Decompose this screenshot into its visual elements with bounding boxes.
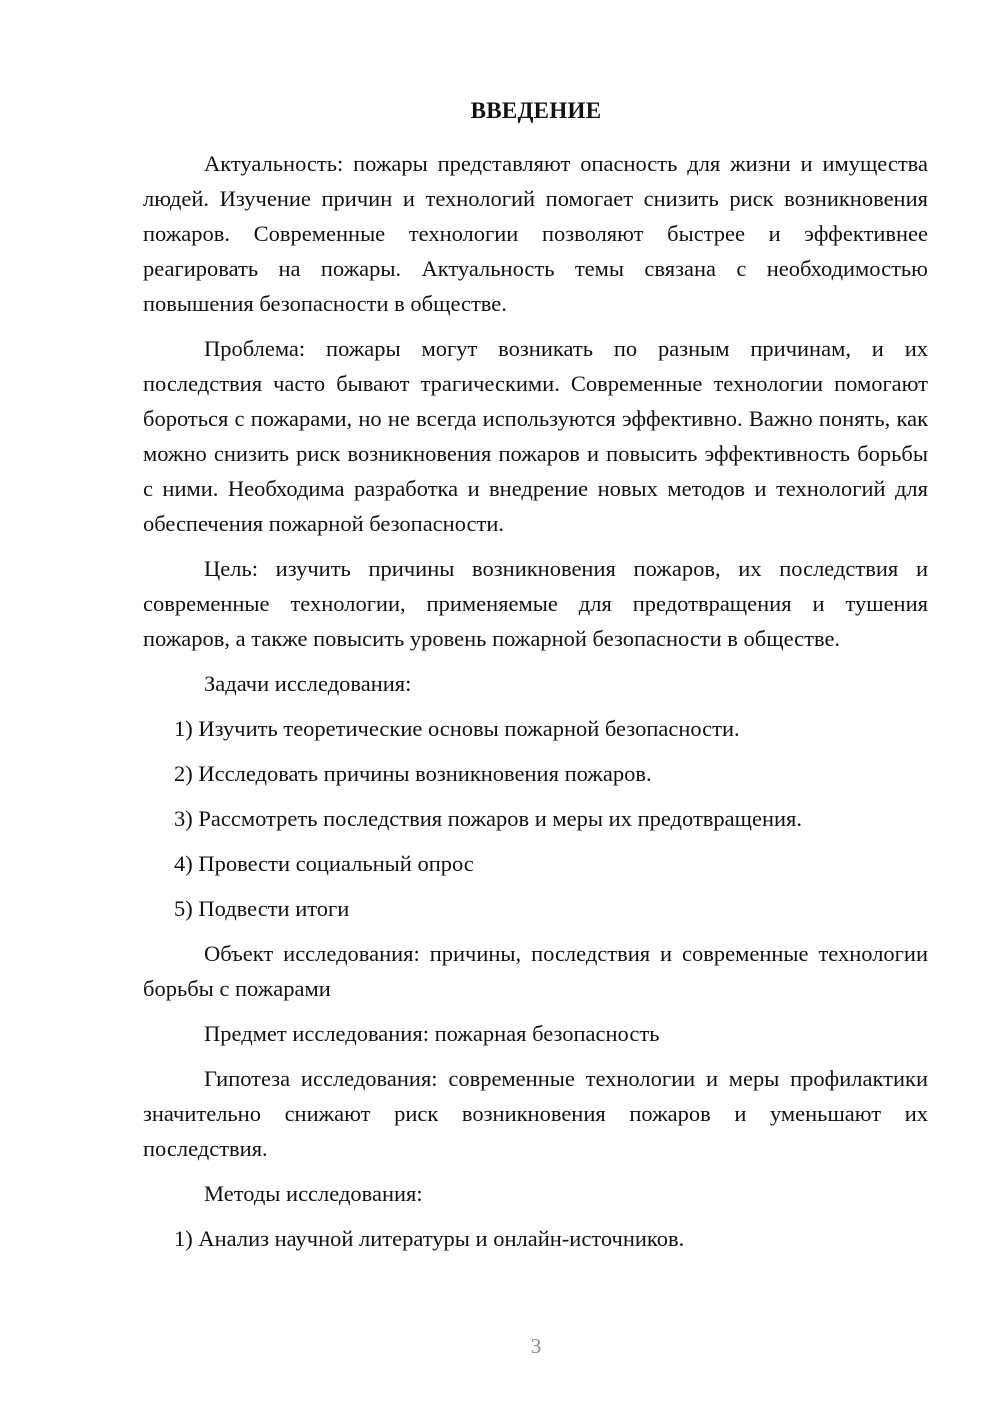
- page-number: 3: [530, 1334, 542, 1358]
- task-item: 5) Подвести итоги: [174, 896, 350, 921]
- problem-paragraph: Проблема: пожары могут возникать по разным причинам, и их последствия часто бывают трагическими. Современные технологии помогают бороться с пожарами, но не всегда используются эффективно. Важно понять, как можно снизить риск возникновения пожаров и повысить эффективность борьбы с ними. Необходима разработка и внедрение новых методов и технологий для обеспечения пожарной безопасности.: [143, 336, 928, 536]
- page-body: [143, 146, 928, 1266]
- relevance-paragraph: Актуальность: пожары представляют опасность для жизни и имущества людей. Изучение причин и технологий помогает снизить риск возникновения пожаров. Современные технологии позволяют быстрее и эффективнее реагировать на пожары. Актуальность темы связана с необходимостью повышения безопасности в обществе.: [143, 151, 928, 316]
- task-item: 1) Изучить теоретические основы пожарной безопасности.: [174, 716, 740, 741]
- object-paragraph: Объект исследования: причины, последствия и современные технологии борьбы с пожарами: [143, 941, 928, 1001]
- goal-paragraph: Цель: изучить причины возникновения пожаров, их последствия и современные технологии, применяемые для предотвращения и тушения пожаров, а также повысить уровень пожарной безопасности в обществе.: [143, 556, 928, 651]
- task-item: 3) Рассмотреть последствия пожаров и меры их предотвращения.: [174, 806, 803, 831]
- task-item: 2) Исследовать причины возникновения пожаров.: [174, 761, 652, 786]
- tasks-heading: Задачи исследования:: [204, 671, 412, 696]
- methods-heading: Методы исследования:: [204, 1181, 423, 1206]
- method-item: 1) Анализ научной литературы и онлайн-источников.: [174, 1226, 685, 1251]
- hypothesis-paragraph: Гипотеза исследования: современные технологии и меры профилактики значительно снижают риск возникновения пожаров и уменьшают их последствия.: [143, 1066, 928, 1161]
- section-title: ВВЕДЕНИЕ: [470, 98, 602, 123]
- task-item: 4) Провести социальный опрос: [174, 851, 474, 876]
- subject-paragraph: Предмет исследования: пожарная безопасность: [204, 1021, 660, 1046]
